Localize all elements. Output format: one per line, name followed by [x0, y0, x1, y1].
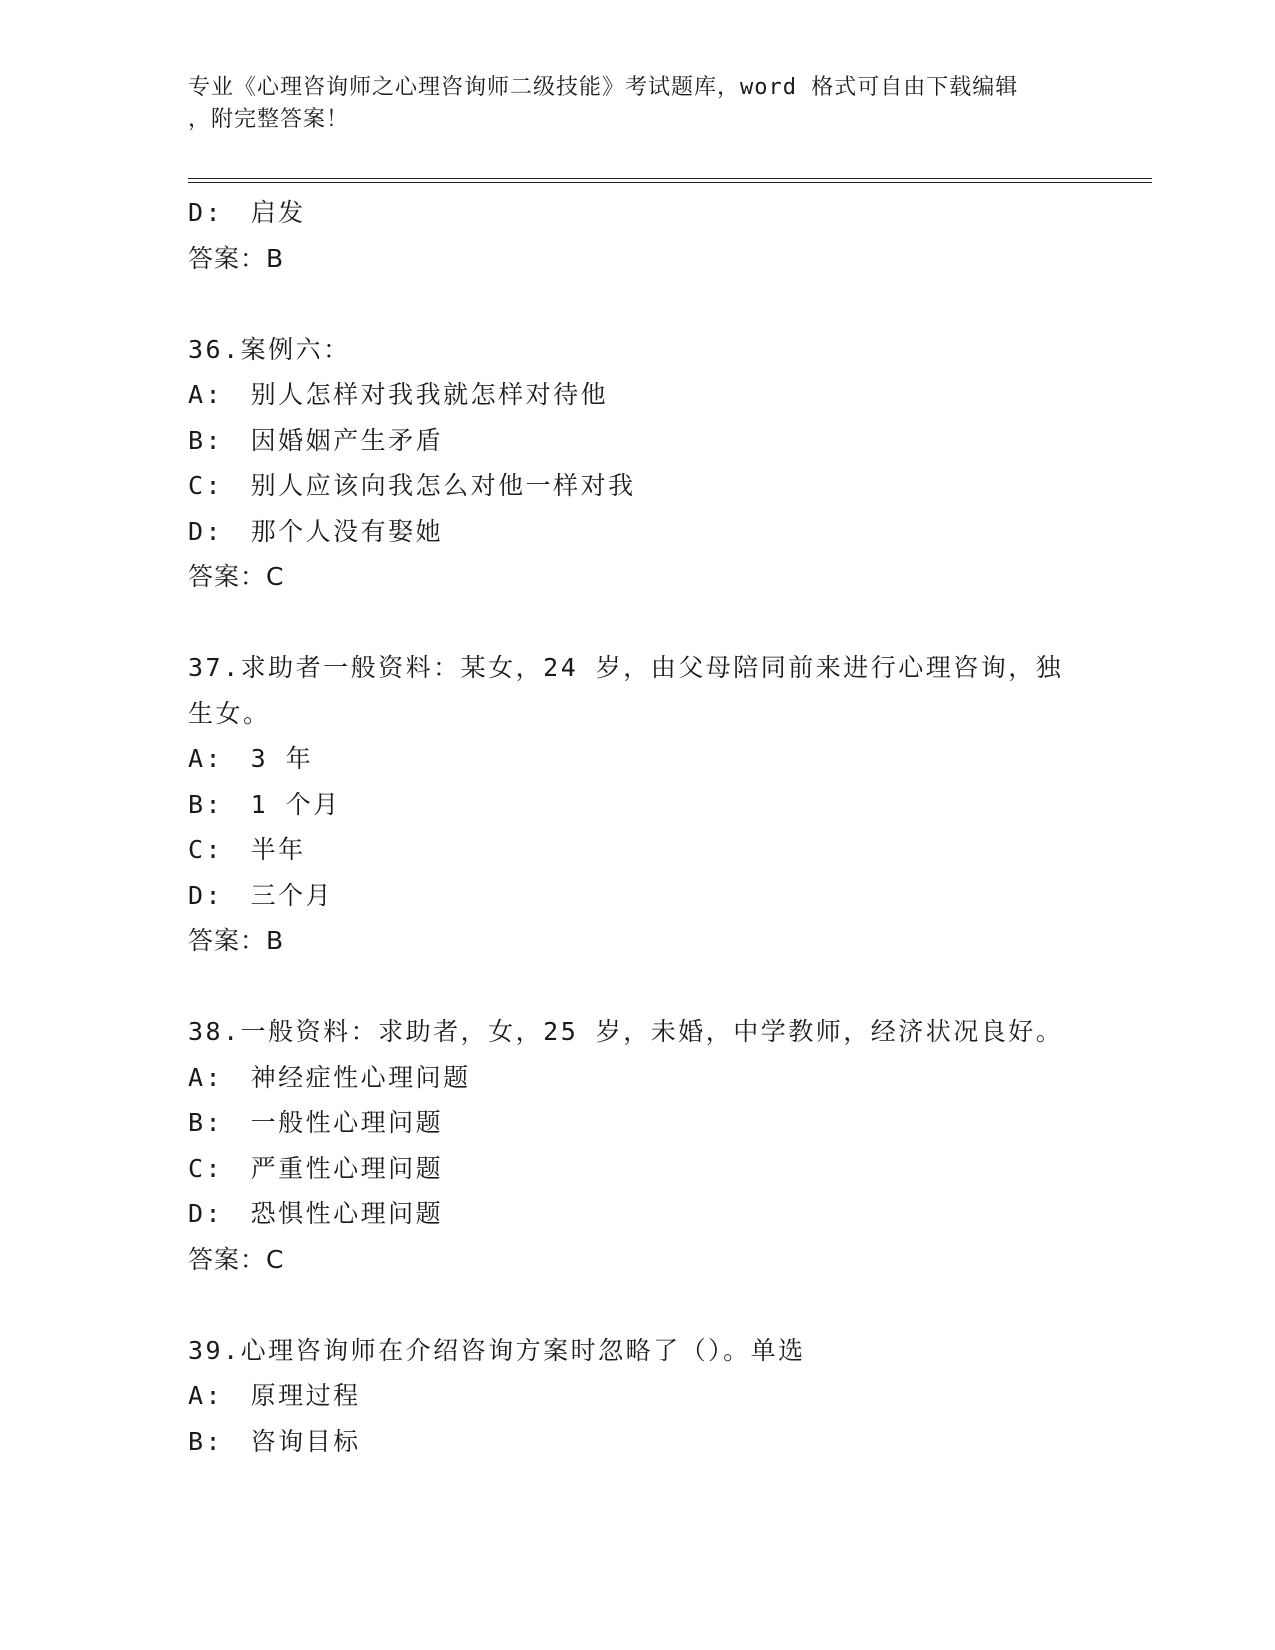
- answer-line: 答案：B: [188, 243, 285, 273]
- option-a: A: 神经症性心理问题: [188, 1062, 471, 1092]
- option-d: D: 恐惧性心理问题: [188, 1199, 444, 1228]
- option-c: C: 严重性心理问题: [188, 1153, 444, 1183]
- question-item-36: [188, 327, 1088, 600]
- option-a: A: 原理过程: [188, 1381, 361, 1410]
- header-double-rule: [188, 178, 1152, 183]
- question-text-line-1: 37.求助者一般资料：某女，24 岁，由父母陪同前来进行心理咨询，独: [188, 653, 1064, 682]
- option-c: C: 别人应该向我怎么对他一样对我: [188, 471, 636, 500]
- option-b: B: 咨询目标: [188, 1426, 361, 1456]
- question-item-37: [188, 645, 1088, 964]
- document-header: [188, 72, 1068, 136]
- question-list: [188, 190, 1088, 1464]
- option-d: D: 三个月: [188, 880, 334, 910]
- answer-line: 答案：C: [188, 562, 285, 591]
- question-text: 36.案例六：: [188, 334, 351, 364]
- answer-line: 答案：C: [188, 1244, 285, 1274]
- option-a: A: 3 年: [188, 744, 314, 773]
- question-text-line-2: 生女。: [188, 698, 271, 728]
- question-item-39: [188, 1328, 1088, 1465]
- header-title-line-1: 专业《心理咨询师之心理咨询师二级技能》考试题库，word 格式可自由下载编辑: [188, 75, 1019, 100]
- spacer: [188, 1282, 1088, 1328]
- option-d: D: 启发: [188, 198, 306, 227]
- spacer: [188, 964, 1088, 1010]
- question-item-38: [188, 1009, 1088, 1282]
- option-c: C: 半年: [188, 835, 306, 864]
- option-b: B: 1 个月: [188, 789, 341, 819]
- spacer: [188, 281, 1088, 327]
- answer-line: 答案：B: [188, 926, 285, 955]
- option-a: A: 别人怎样对我我就怎样对待他: [188, 380, 609, 409]
- option-d: D: 那个人没有娶她: [188, 516, 444, 546]
- question-text: 38.一般资料：求助者，女，25 岁，未婚，中学教师，经济状况良好。: [188, 1017, 1064, 1046]
- header-title-line-2: ，附完整答案！: [188, 107, 350, 132]
- option-b: B: 一般性心理问题: [188, 1108, 444, 1137]
- question-item-35: [188, 190, 1088, 281]
- question-text: 39.心理咨询师在介绍咨询方案时忽略了（）。单选: [188, 1335, 806, 1365]
- option-b: B: 因婚姻产生矛盾: [188, 425, 444, 455]
- spacer: [188, 600, 1088, 646]
